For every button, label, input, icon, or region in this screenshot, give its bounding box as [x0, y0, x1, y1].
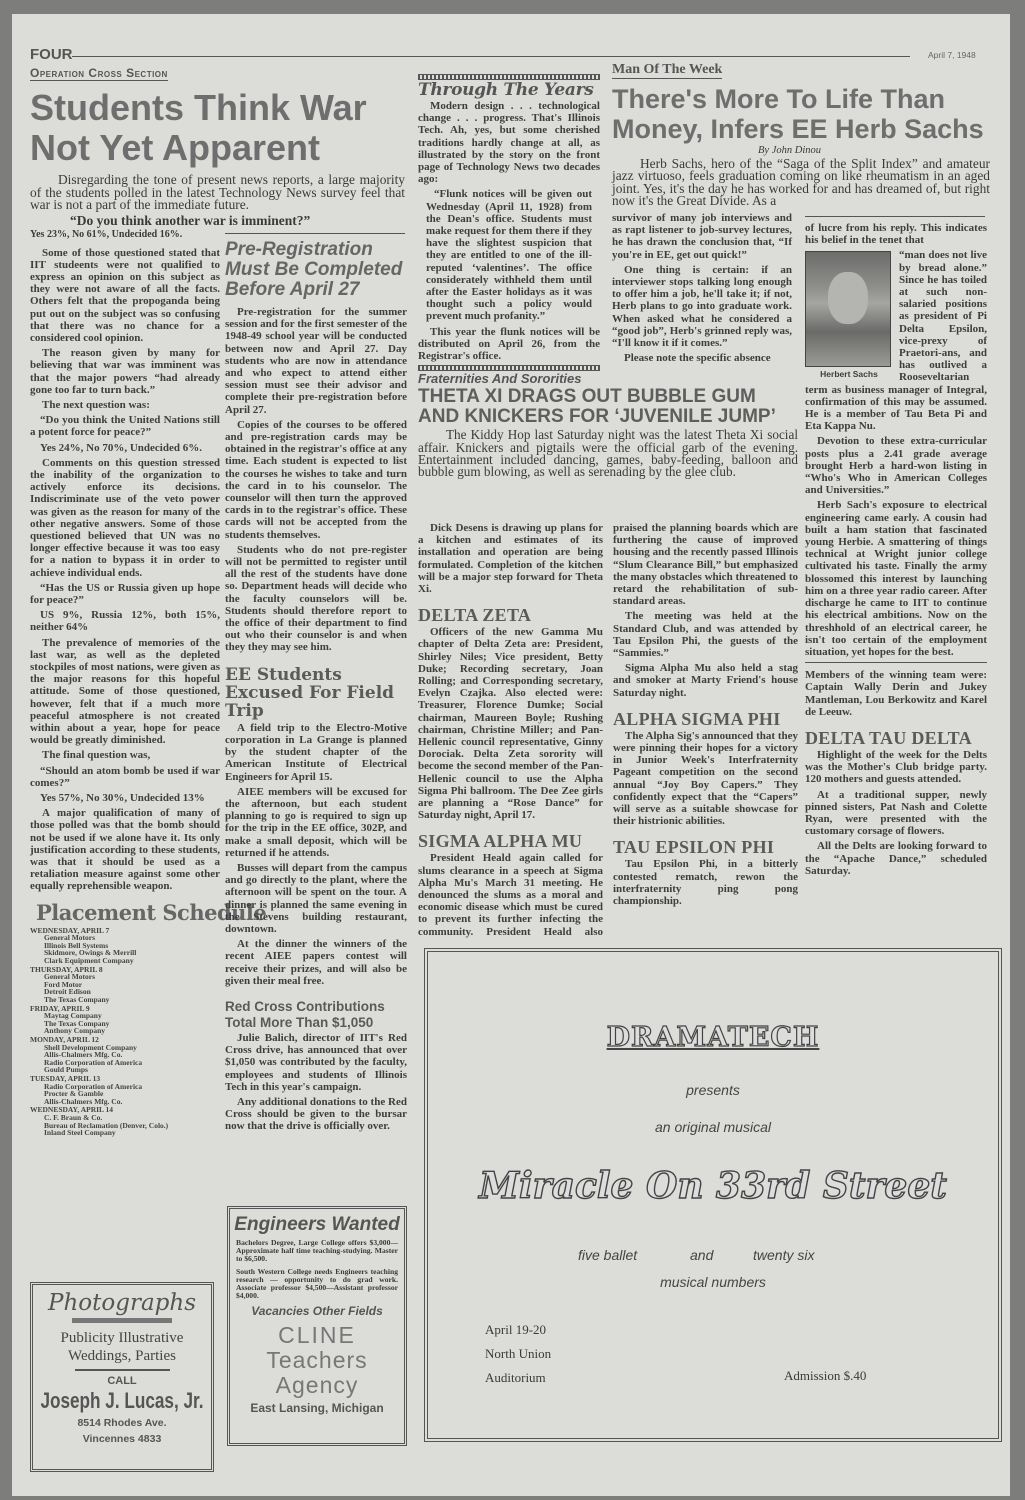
ad-line: Publicity Illustrative [60, 1330, 184, 1346]
placement-schedule [30, 927, 220, 1137]
motw-col-b [805, 222, 987, 880]
paragraph: “Has the US or Russia given up hope for peace?” [30, 581, 220, 606]
paragraph: Tau Epsilon Phi, in a bitterly contested rematch, rewon the interfraternity ping pong championship. [613, 858, 798, 908]
motw-headline [612, 84, 984, 144]
photo-face [828, 272, 868, 324]
text-span: ans, and has outlived a Rooseveltarian term as business manager of Integral, confirmation of this may be assumed. He is a member of Tau Beta Pi and Eta Kappa Nu. [805, 347, 987, 433]
schedule-day: THURSDAY, APRIL 8 [30, 964, 103, 974]
paragraph: survivor of many job interviews and as rapt listener to job-survey lectures, he has drawn the conclusion that, “If you're in EE, get out quick!” [612, 212, 792, 261]
agency-name: CLINE [278, 1322, 356, 1348]
paragraph: Any additional donations to the Red Cross should be given to the bursar now that the drive is officially over. [225, 1095, 407, 1133]
paragraph: Yes 24%, No 70%, Undecided 6%. [40, 441, 202, 454]
schedule-company: C. F. Braun & Co. [44, 1112, 103, 1122]
ad-text: Bachelors Degree, Large College offers $3,000—Approximate half time teaching-studying. Master to $6,500. [236, 1238, 398, 1263]
agency-location: East Lansing, Michigan [250, 1401, 384, 1415]
paragraph: Please note the specific absence [624, 352, 771, 365]
schedule-company: The Texas Company [44, 1018, 110, 1028]
ad-title: DRAMATECH [606, 1022, 820, 1053]
schedule-company: Ford Motor [44, 979, 83, 989]
admission-price: Admission $.40 [784, 1368, 867, 1383]
ad-subtitle: an original musical [655, 1119, 771, 1135]
schedule-company: General Motors [44, 972, 96, 982]
venue: Auditorium [485, 1370, 546, 1385]
paragraph: Some of those questioned stated that IIT studeents were not qualified to express an opinion on this subject as they were not aware of all the facts. Others felt that the propoganda being put out on the subject was so confusing that there was no chance for a considered cool opinion. [30, 246, 220, 344]
ad-text: South Western College needs Engineers teaching research — opportunity to do grad work. Associate professor $4,500—Assistant professor $4,000. [236, 1267, 398, 1300]
schedule-company: Skidmore, Owings & Merrill [44, 948, 137, 958]
paragraph: All the Delts are looking forward to the “Apache Dance,” scheduled Saturday. [805, 840, 987, 877]
article-body [30, 247, 220, 893]
subhead-alpha-sigma-phi: ALPHA SIGMA PHI [613, 708, 781, 729]
schedule-company: Maytag Company [44, 1011, 102, 1021]
schedule-company: Anthony Company [44, 1026, 106, 1036]
paragraph: President Heald again called for slums clearance in a speech at Sigma Alpha Mu's March 31 meeting. He denounced the slums as a moral and economic disease which must be cured to prevent its further infecting the community. President Heald also praised the planning boards which are furthering the cause of improved housing and the recently passed Illinois “Slum Clearance Bill,” but emphasized the many obstacles which threatened to retard the rehabilitation of sub-standard areas. [418, 522, 798, 938]
paragraph: One thing is certain: if an interviewer stops talking long enough to offer him a job, he'll take it; if not, Herb plans to go into graduate work. When asked what he considered a “good job”, Herb's grinned reply was, “I'll know it if it comes.” [612, 263, 792, 350]
quote: “Flunk notices will be given out Wednesday (April 11, 1928) from the Dean's office. Students must make request for them there if they have the slightest suspicion that they are entitled to one of the ill-reputed ‘valentines’. The office considerately withheld them until after the Easter holidays as it was thought such a policy would prevent much profanity.” [426, 188, 592, 323]
schedule-day: MONDAY, APRIL 12 [30, 1034, 99, 1044]
paragraph: Dick Desens is drawing up plans for a kitchen and estimates of its installation and operation are being formulated. Completion of the kitchen will be a major step forward for Theta Xi. [418, 522, 603, 596]
photographs-ad [30, 1282, 214, 1472]
schedule-company: Radio Corporation of America [44, 1081, 143, 1091]
subhead-sigma-alpha-mu: SIGMA ALPHA MU [418, 831, 583, 852]
ad-line: five ballet [578, 1247, 638, 1263]
ad-call: CALL [107, 1375, 137, 1387]
paragraph: Comments on this question stressed the inability of the organization to actively enforce its decisions. Indiscriminate use of the veto power was given as the reason for many of the other negative answers. Some of those questioned believed that UN was no longer effective because it was too easy for a nation to bypass it in order to achieve individual ends. [30, 456, 220, 579]
headline [30, 88, 408, 168]
show-title: Miracle On 33rd Street [479, 1165, 947, 1207]
paragraph: Herb Sach's exposure to electrical engineering came early. A cousin had built a ham station that fascinated young Herbie. A smattering of things technical at Wright junior college cultivated his taste. Finally the army blossomed this interest by launching him on a three year radio career. After discharge he came to IIT to continue his electrical ambitions. Now on the threshhold of an electrical career, he isn't too certain of the employment situation, yet hopes for the best. [805, 499, 987, 658]
paragraph: Busses will depart from the campus and go directly to the plant, where the afternoon will be spent on the tour. A dinner is planned the same evening in the Stevens building restaurant, downtown. [225, 861, 407, 935]
paragraph: Yes 57%, No 30%, Undecided 13% [40, 792, 205, 805]
page-number: FOUR [30, 46, 73, 63]
ad-phone: Vincennes 4833 [82, 1433, 162, 1445]
schedule-company: Allis-Chalmers Mfg. Co. [44, 1096, 123, 1106]
frat-columns [418, 522, 798, 942]
ad-rule [72, 1318, 172, 1323]
ee-headline: EE Students Excused For Field Trip [225, 664, 395, 721]
schedule-day: WEDNESDAY, APRIL 7 [30, 925, 110, 935]
prereg-headline: Pre-Registration Must Be Completed Before April 27 [225, 239, 403, 300]
paragraph: The final question was, [42, 749, 151, 762]
years-title: Through The Years [418, 80, 594, 100]
schedule-company: Illinois Bell Systems [44, 940, 109, 950]
show-dates: April 19-20 [485, 1322, 547, 1337]
herb-sachs-photo [805, 251, 891, 367]
motw-section: Man Of The Week [612, 62, 723, 77]
paragraph: This year the flunk notices will be distributed on April 26, from the Registrar's office. [418, 325, 600, 363]
photo-block [805, 251, 893, 380]
paragraph: The meeting was held at the Standard Club, and was attended by Tau Epsilon Phi, the guests of the “Sammies.” [613, 610, 798, 660]
motw-col-a [612, 212, 792, 367]
paragraph: A major qualification of many of those polled was that the bomb should not be used if we alone have it. Its only justification according to these students, was that it should be used as a retaliation measure against some other equally reprehensible weapon. [30, 807, 220, 893]
paragraph: The prevalence of memories of the last war, as well as the depleted stockpiles of most nations, were given as the major reasons for this hopeful attitude. Some of those questioned, however, felt that if a much more peaceful atmosphere is not created within about a year, hope for peace would be greatly diminished. [30, 636, 220, 747]
paragraph: Devotion to these extra-curricular posts plus a 2.41 grade average brought Herb a hard-won listing in “Who's Who in American Colleges and Universities.” [805, 435, 987, 497]
schedule-company: General Motors [44, 933, 96, 943]
schedule-company: Clark Equipment Company [44, 956, 134, 966]
photo-caption: Herbert Sachs [820, 369, 878, 380]
paragraph: Highlight of the week for the Delts was the Mother's Club bridge party. 120 mothers and guests attended. [805, 748, 987, 786]
years-body [418, 100, 600, 362]
frat-section: Fraternities And Sororities [418, 371, 582, 387]
paragraph: The Alpha Sig's announced that they were pinning their hopes for a victory in Junior Week's Interfraternity Pageant competition on the second annual “Joy Boy Capers.” They confidently expect that the “Capers” will serve as a suitable showcase for their histrionic abilities. [613, 729, 798, 828]
poll-result: Yes 23%, No 61%, Undecided 16%. [30, 228, 183, 240]
paragraph: At the dinner the winners of the recent AIEE papers contest will receive their prizes, and will also be given their meal free. [225, 938, 407, 987]
subhead-delta-zeta: DELTA ZETA [418, 605, 532, 626]
engineers-ad [227, 1206, 407, 1446]
subhead-tau-epsilon-phi: TAU EPSILON PHI [613, 837, 775, 858]
schedule-day: FRIDAY, APRIL 9 [30, 1003, 90, 1013]
schedule-company: Bureau of Reclamation (Denver, Colo.) [44, 1120, 169, 1130]
paragraph: The next question was: [42, 398, 150, 411]
schedule-company: Procter & Gamble [44, 1089, 104, 1099]
schedule-day: TUESDAY, APRIL 13 [30, 1073, 101, 1083]
headline-line: Money, Infers EE Herb Sachs [612, 114, 984, 144]
byline: By John Dinou [758, 145, 821, 156]
ad-subtitle: Vacancies Other Fields [251, 1304, 383, 1318]
paragraph: At a traditional supper, newly pinned sisters, Pat Nash and Colette Ryan, were presented with the customary corsage of flowers. [805, 788, 987, 838]
paragraph: of lucre from his reply. This indicates his belief in the tenet that [805, 222, 987, 247]
paragraph: “Do you think the United Nations still a potent force for peace?” [30, 414, 220, 439]
ad-rule [75, 1369, 170, 1371]
paragraph: Members of the winning team were: Captain Wally Derin and Jukey Mantleman, Lou Berkowitz and Karel de Leeuw. [805, 669, 987, 718]
headline-line: There's More To Life Than [612, 84, 945, 114]
motw-lead: Herb Sachs, hero of the “Saga of the Split Index” and amateur jazz virtuoso, feels graduation coming on like rheumatism in an aged joint. Yes, it's the day he has worked for and has dreamed of, but right now it's the Great Divide. As a [612, 156, 990, 209]
poll-question: “Do you think another war is imminent?” [70, 212, 311, 228]
column-rule [225, 233, 405, 234]
ad-line: and [690, 1247, 714, 1263]
schedule-company: Radio Corporation of America [44, 1057, 143, 1067]
issue-date: April 7, 1948 [928, 50, 976, 60]
frat-lead: The Kiddy Hop last Saturday night was the latest Theta Xi social affair. Knickers and pigtails were the official garb of the evening. Entertainment included dancing, games, baby-feeding, balloon and bubble gum blowing, as well as serenading by the glee club. [418, 427, 798, 480]
schedule-company: The Texas Company [44, 995, 110, 1004]
paragraph: AIEE members will be excused for the afternoon, but each student planning to go is required to sign up for the trip in the EE office, 302P, and make a small deposit, which will be returned if he attends. [225, 785, 407, 859]
ad-line: musical numbers [660, 1274, 766, 1290]
paragraph: Copies of the courses to be offered and pre-registration cards may be obtained in the registrar's office at any time. Each student is expected to list the courses he wishes to take and turn the card in to his counselor. The counselor will then turn the approved cards in to the registrar's office. These cards will not be accepted from the students themselves. [225, 418, 407, 541]
section-label: Operation Cross Section [30, 66, 168, 80]
schedule-company: Inland Steel Company [44, 1128, 116, 1138]
schedule-company: Shell Development Company [44, 1042, 137, 1052]
placement-title: Placement Schedule [36, 899, 267, 925]
frat-headline: THETA XI DRAGS OUT BUBBLE GUM AND KNICKERS FOR ‘JUVENILE JUMP’ [418, 386, 776, 428]
headline-line: Not Yet Apparent [30, 127, 321, 168]
paragraph: Officers of the new Gamma Mu chapter of Delta Zeta are: President, Shirley Niles; Vice president, Betty Duke; Recording secretary, Joan Rolling; and Corresponding secretary, Evelyn Czajka. Also elected were: Treasurer, Florence Dumke; Social chairman, Maureen Boyle; Rushing chairman, Christine Miller; and Pan-Hellenic council representative, Ginny Dorociak. Delta Zeta sorority will become the second member of the Pan-Hellenic council to use the Alpha Sigma Phi ballroom. The Dee Zee girls are planning a “Rose Dance” for Saturday night, April 17. [418, 626, 603, 822]
paragraph: Sigma Alpha Mu also held a stag and smoker at Marty Friend's house Saturday night. [613, 662, 798, 699]
ad-line: Weddings, Parties [68, 1348, 176, 1364]
ad-title: Engineers Wanted [234, 1214, 400, 1235]
agency-name: Teachers [266, 1347, 368, 1373]
column-rule [805, 662, 987, 663]
paragraph: US 9%, Russia 12%, both 15%, neither 64% [30, 609, 220, 634]
paragraph: Students who do not pre-register will not be permitted to register until all the rest of the students have done so. Department heads will decide who the faculty counselors will be. Students should therefore report to the office of their department to find out who their counselor is and when they they may see him. [225, 543, 407, 654]
schedule-company: Allis-Chalmers Mfg. Co. [44, 1050, 123, 1060]
headline-line: Students Think War [30, 87, 367, 128]
prereg-body [225, 306, 407, 654]
schedule-company: Detroit Edison [44, 987, 91, 997]
ad-name: Joseph J. Lucas, Jr. [40, 1388, 204, 1413]
redcross-body [225, 1032, 407, 1133]
paragraph: Julie Balich, director of IIT's Red Cross drive, has announced that over $1,050 was contributed by the faculty, employees and students of Illinois Tech in this year's campaign. [225, 1031, 407, 1093]
dramatech-ad [424, 948, 1002, 1442]
schedule-company: Gould Pumps [44, 1065, 88, 1075]
paragraph: Pre-registration for the summer session and for the first semester of the 1948-49 school year will be conducted between now and April 27. Day students who are now in attendance and who expect to attend either session must see their advisor and complete their pre-registration before April 27. [225, 306, 407, 416]
ad-address: 8514 Rhodes Ave. [77, 1417, 167, 1429]
ee-body [225, 722, 407, 987]
text-span: “man does not live by bread alone.” Since he has toiled at such non-salaried positions as president of Pi Delta Epsilon, vice-prexy of Praetori- [899, 249, 987, 360]
ad-line: twenty six [753, 1247, 815, 1263]
subhead-delta-tau-delta: DELTA TAU DELTA [805, 727, 972, 748]
paragraph: Modern design . . . technological change . . . progress. That's Illinois Tech. Ah, yes, but some cherished traditions hardly change at all, as illustrated by the story on the front page of Technology News two decades ago: [418, 100, 600, 186]
column-rule [805, 216, 985, 217]
venue: North Union [485, 1346, 552, 1361]
paragraph: A field trip to the Electro-Motive corporation in La Grange is planned by the student chapter of the American Institute of Electrical Engineers for April 15. [225, 721, 407, 783]
agency-name: Agency [275, 1372, 359, 1398]
schedule-day: WEDNESDAY, APRIL 14 [30, 1105, 114, 1115]
paragraph: The reason given by many for believing that war was imminent was that the major powers “had already gone too far to turn back.” [30, 347, 220, 396]
paragraph: “Should an atom bomb be used if war comes?” [30, 764, 220, 789]
lead-paragraph: Disregarding the tone of present news reports, a large majority of the students polled in the latest Technology News survey feel that war is not a part of the immediate future. [30, 172, 405, 212]
ad-title: Photographs [48, 1290, 196, 1316]
masthead-rule [72, 56, 910, 57]
redcross-headline: Red Cross Contributions Total More Than $1,050 [225, 998, 385, 1030]
column-2 [225, 240, 407, 1136]
ad-presents: presents [686, 1082, 740, 1098]
